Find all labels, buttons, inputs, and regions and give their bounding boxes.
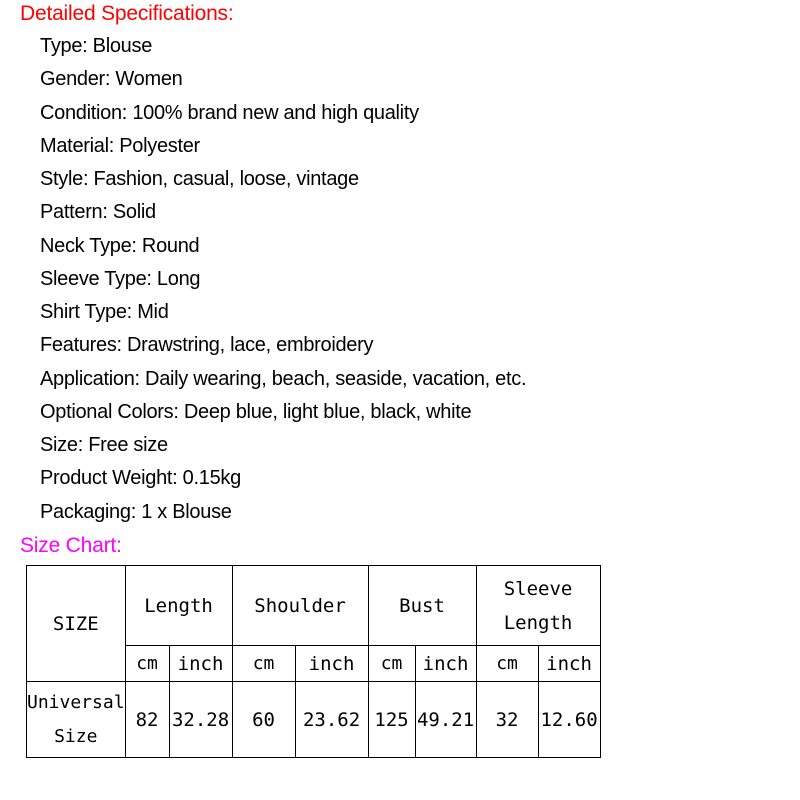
spec-item-style: Style: Fashion, casual, loose, vintage [40, 168, 359, 190]
table-row [27, 682, 601, 758]
spec-item-features: Features: Drawstring, lace, embroidery [40, 334, 374, 357]
spec-item-material: Material: Polyester [40, 134, 200, 157]
unit-cell: cm [476, 646, 538, 682]
unit-cell: inch [538, 646, 600, 682]
header-sleeve-line1: Sleeve [503, 577, 573, 600]
header-sleeve-line2: Length [503, 611, 573, 634]
size-chart-heading: Size Chart: [20, 534, 122, 557]
spec-item-shirt-type: Shirt Type: Mid [40, 301, 169, 323]
spec-list [40, 33, 526, 532]
unit-cell: inch [415, 646, 476, 682]
spec-item-packaging: Packaging: 1 x Blouse [40, 500, 232, 523]
size-name-line1: Universal [27, 691, 125, 713]
value-cell: 32.28 [169, 682, 232, 758]
value-cell: 125 [368, 682, 415, 758]
header-shoulder: Shoulder [232, 566, 368, 646]
spec-item-condition: Condition: 100% brand new and high quality [40, 101, 419, 124]
spec-item-application: Application: Daily wearing, beach, seaside, vacation, etc. [40, 367, 527, 390]
spec-item-product-weight: Product Weight: 0.15kg [40, 467, 241, 490]
unit-cell: inch [295, 646, 368, 682]
size-chart-table [26, 565, 601, 758]
spec-item-size: Size: Free size [40, 434, 168, 456]
value-cell: 49.21 [415, 682, 476, 758]
unit-cell: cm [232, 646, 295, 682]
header-sleeve-length [476, 566, 600, 646]
size-name-line2: Size [54, 725, 98, 747]
header-size: SIZE [27, 566, 126, 682]
size-name-cell [27, 682, 126, 758]
specs-heading: Detailed Specifications: [20, 2, 234, 25]
unit-cell: cm [125, 646, 169, 682]
spec-item-type: Type: Blouse [40, 35, 153, 57]
spec-item-neck-type: Neck Type: Round [40, 234, 200, 257]
header-length: Length [125, 566, 232, 646]
value-cell: 60 [232, 682, 295, 758]
spec-item-gender: Gender: Women [40, 68, 183, 91]
unit-cell: cm [368, 646, 415, 682]
value-cell: 32 [476, 682, 538, 758]
value-cell: 12.60 [538, 682, 600, 758]
spec-item-pattern: Pattern: Solid [40, 201, 156, 224]
spec-item-sleeve-type: Sleeve Type: Long [40, 267, 201, 290]
value-cell: 82 [125, 682, 169, 758]
unit-cell: inch [169, 646, 232, 682]
value-cell: 23.62 [295, 682, 368, 758]
spec-item-optional-colors: Optional Colors: Deep blue, light blue, black, white [40, 400, 472, 423]
header-bust: Bust [368, 566, 476, 646]
table-header-row [27, 566, 601, 646]
